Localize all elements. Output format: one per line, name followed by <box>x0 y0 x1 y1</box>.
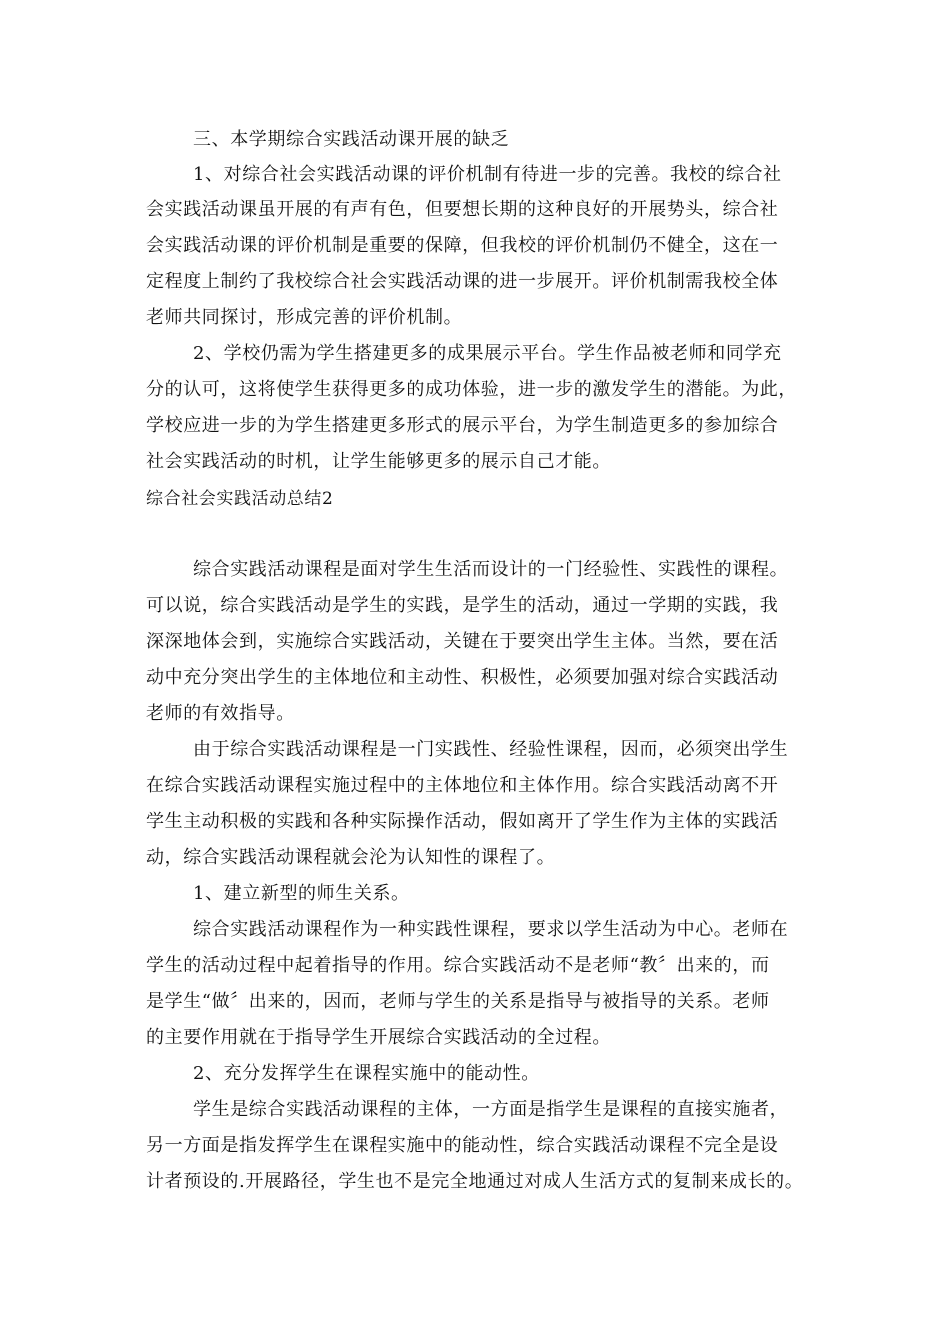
paragraph-line: 会实践活动课的评价机制是重要的保障，但我校的评价机制仍不健全，这在一 <box>146 235 779 256</box>
subheading: 1、建立新型的师生关系。 <box>193 883 410 904</box>
paragraph-line: 动中充分突出学生的主体地位和主动性、积极性，必须要加强对综合实践活动 <box>146 667 779 688</box>
paragraph-line: 1、对综合社会实践活动课的评价机制有待进一步的完善。我校的综合社 <box>193 164 782 185</box>
paragraph-line: 会实践活动课虽开展的有声有色，但要想长期的这种良好的开展势头，综合社 <box>146 199 779 220</box>
paragraph-line: 综合实践活动课程是面对学生生活而设计的一门经验性、实践性的课程。 <box>193 559 789 580</box>
subheading: 2、充分发挥学生在课程实施中的能动性。 <box>193 1063 540 1084</box>
section-heading: 三、本学期综合实践活动课开展的缺乏 <box>193 129 510 150</box>
paragraph-line: 老师共同探讨，形成完善的评价机制。 <box>146 307 463 328</box>
paragraph-line: 社会实践活动的时机，让学生能够更多的展示自己才能。 <box>146 451 611 472</box>
paragraph-line: 学生是综合实践活动课程的主体，一方面是指学生是课程的直接实施者， <box>193 1099 789 1120</box>
paragraph-line: 另一方面是指发挥学生在课程实施中的能动性，综合实践活动课程不完全是设 <box>146 1135 779 1156</box>
paragraph-line: 综合实践活动课程作为一种实践性课程，要求以学生活动为中心。老师在 <box>193 919 789 940</box>
paragraph-line: 深深地体会到，实施综合实践活动，关键在于要突出学生主体。当然，要在活 <box>146 631 779 652</box>
paragraph-line: 的主要作用就在于指导学生开展综合实践活动的全过程。 <box>146 1027 611 1048</box>
paragraph-line: 老师的有效指导。 <box>146 703 295 724</box>
article-title: 综合社会实践活动总结2 <box>146 489 334 509</box>
paragraph-line: 可以说，综合实践活动是学生的实践，是学生的活动，通过一学期的实践，我 <box>146 595 779 616</box>
paragraph-line: 是学生“做〞出来的，因而，老师与学生的关系是指导与被指导的关系。老师 <box>146 991 770 1012</box>
paragraph-line: 2、学校仍需为学生搭建更多的成果展示平台。学生作品被老师和同学充 <box>193 343 782 364</box>
paragraph-line: 学生的活动过程中起着指导的作用。综合实践活动不是老师“教〞出来的，而 <box>146 955 770 976</box>
paragraph-line: 定程度上制约了我校综合社会实践活动课的进一步展开。评价机制需我校全体 <box>146 271 779 292</box>
paragraph-line: 计者预设的.开展路径，学生也不是完全地通过对成人生活方式的复制来成长的。 <box>146 1171 804 1192</box>
paragraph-line: 由于综合实践活动课程是一门实践性、经验性课程，因而，必须突出学生 <box>193 739 789 760</box>
paragraph-line: 在综合实践活动课程实施过程中的主体地位和主体作用。综合实践活动离不开 <box>146 775 779 796</box>
paragraph-line: 学校应进一步的为学生搭建更多形式的展示平台，为学生制造更多的参加综合 <box>146 415 779 436</box>
paragraph-line: 动，综合实践活动课程就会沦为认知性的课程了。 <box>146 847 556 868</box>
paragraph-line: 分的认可，这将使学生获得更多的成功体验，进一步的激发学生的潜能。为此， <box>146 379 797 400</box>
paragraph-line: 学生主动积极的实践和各种实际操作活动，假如离开了学生作为主体的实践活 <box>146 811 779 832</box>
